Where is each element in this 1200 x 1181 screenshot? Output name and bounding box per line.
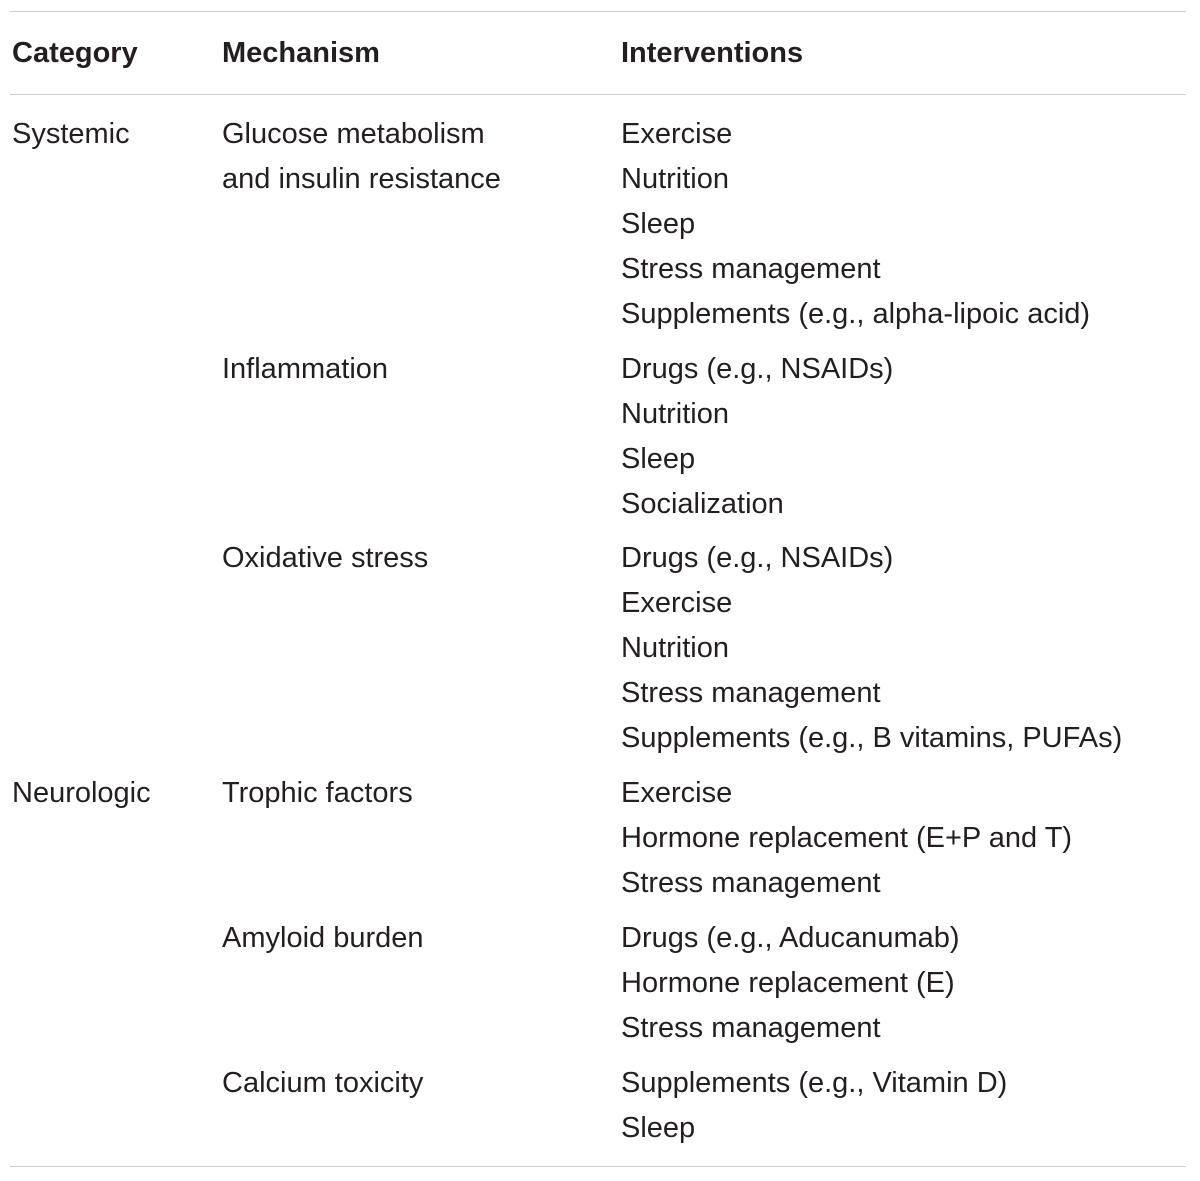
mechanism-line: Inflammation — [222, 353, 389, 385]
interventions-cell — [621, 112, 1090, 337]
table-row — [0, 1061, 1200, 1161]
table-row — [0, 916, 1200, 1061]
intervention-item: Hormone replacement (E+P and T) — [621, 822, 1073, 854]
intervention-item: Drugs (e.g., NSAIDs) — [621, 353, 894, 385]
intervention-item: Exercise — [621, 587, 733, 619]
intervention-item: Sleep — [621, 443, 696, 475]
interventions-cell — [621, 536, 1122, 761]
mechanism-line: Calcium toxicity — [222, 1067, 424, 1099]
category-cell: Systemic — [12, 118, 130, 150]
table-top-rule — [10, 11, 1186, 12]
mechanism-cell — [222, 771, 413, 816]
intervention-item: Exercise — [621, 118, 733, 150]
intervention-item: Hormone replacement (E) — [621, 967, 955, 999]
mechanism-cell — [222, 916, 424, 961]
interventions-cell — [621, 916, 960, 1051]
intervention-item: Nutrition — [621, 398, 729, 430]
interventions-cell — [621, 347, 893, 527]
table-row — [0, 536, 1200, 771]
table-row — [0, 347, 1200, 536]
mechanism-line: and insulin resistance — [222, 163, 501, 195]
header-interventions: Interventions — [621, 37, 804, 69]
category-cell: Neurologic — [12, 777, 151, 809]
intervention-item: Socialization — [621, 488, 784, 520]
intervention-item: Stress management — [621, 253, 881, 285]
intervention-item: Sleep — [621, 1112, 696, 1144]
interventions-cell — [621, 771, 1072, 906]
intervention-item: Drugs (e.g., Aducanumab) — [621, 922, 960, 954]
table-body — [0, 112, 1200, 1161]
intervention-item: Supplements (e.g., B vitamins, PUFAs) — [621, 722, 1123, 754]
intervention-item: Supplements (e.g., alpha-lipoic acid) — [621, 298, 1091, 330]
intervention-item: Stress management — [621, 1012, 881, 1044]
intervention-item: Exercise — [621, 777, 733, 809]
header-category: Category — [12, 37, 138, 69]
mechanism-line: Oxidative stress — [222, 542, 429, 574]
intervention-item: Drugs (e.g., NSAIDs) — [621, 542, 894, 574]
intervention-item: Nutrition — [621, 163, 729, 195]
intervention-item: Nutrition — [621, 632, 729, 664]
mechanism-line: Trophic factors — [222, 777, 413, 809]
mechanism-cell — [222, 112, 501, 202]
mechanism-cell — [222, 347, 388, 392]
mechanism-line: Amyloid burden — [222, 922, 424, 954]
intervention-item: Supplements (e.g., Vitamin D) — [621, 1067, 1008, 1099]
intervention-item: Stress management — [621, 677, 881, 709]
table-header-row — [0, 30, 1200, 76]
mechanism-cell — [222, 1061, 423, 1106]
table-row — [0, 771, 1200, 916]
header-mechanism: Mechanism — [222, 37, 380, 69]
intervention-item: Stress management — [621, 867, 881, 899]
table-row — [0, 112, 1200, 347]
table-bottom-rule — [10, 1166, 1186, 1167]
mechanism-cell — [222, 536, 428, 581]
table-header-rule — [10, 94, 1186, 95]
intervention-item: Sleep — [621, 208, 696, 240]
mechanism-line: Glucose metabolism — [222, 118, 485, 150]
interventions-cell — [621, 1061, 1007, 1151]
